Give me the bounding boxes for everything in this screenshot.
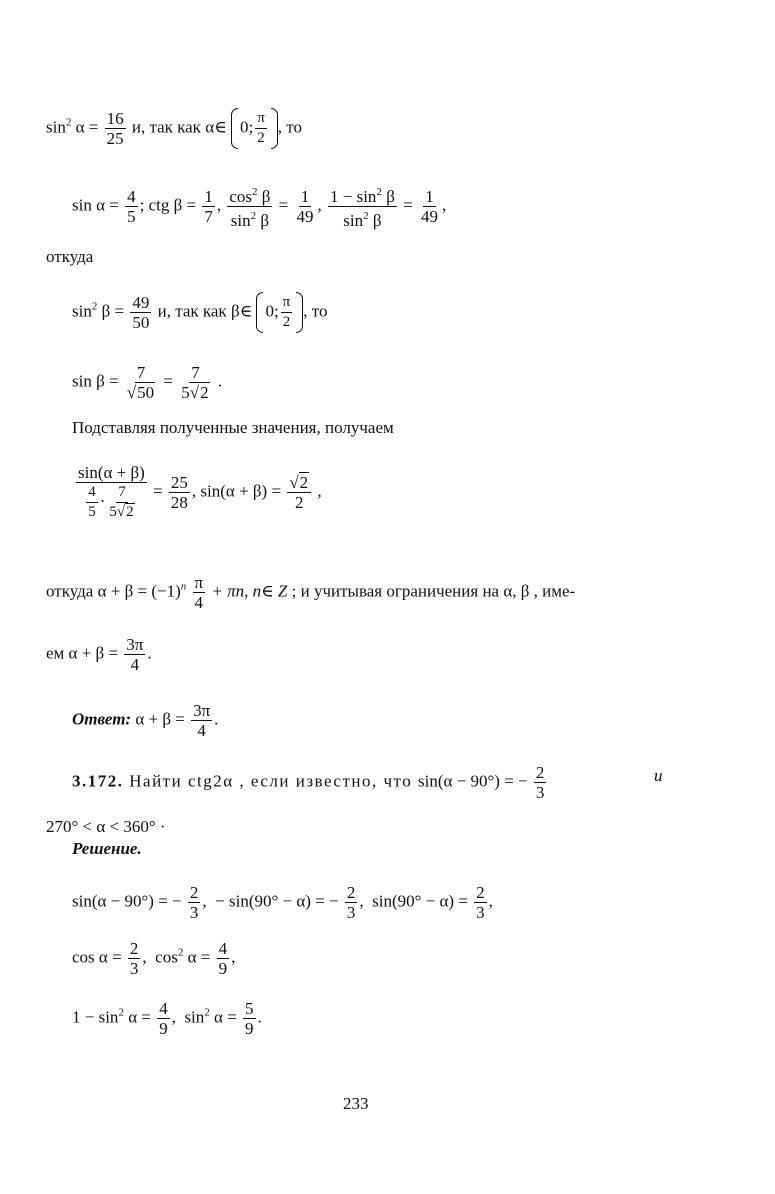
formula-sin2-alpha: $\sin^2 \alpha$ = $\frac{16}{25}$ и, так как α∈ 0; $\frac{\pi}{2}$ , то (46, 109, 302, 148)
formula-sin-beta: sin β = $\frac{7}{√50}$ = $\frac{7}{5√2}$ . (72, 363, 223, 402)
formula-sin-alpha-plus-beta: sin(α + β) $\frac{4}{5}$ · $\frac{7}{5√2}$ = $\frac{25}{28}$ , sin(α + β) = $\frac{√2}{2}$ , (78, 463, 322, 520)
formula-sin2-alpha-result: $1 - \sin^2 \alpha$ = $\frac{4}{9}$ , $\sin^2 \alpha$ = $\frac{5}{9}$ . (72, 999, 262, 1038)
text-otkuda: откуда (46, 247, 94, 266)
formula-general-solution: откуда $\alpha + \beta = (-1)^n$ $\frac{\pi}{4}$ + πn, n∈ Z ; и учитывая ограничения на α, β , име- (46, 573, 576, 612)
conjunction-i: и (654, 766, 663, 785)
text-substituting: Подставляя полученные значения, получаем (72, 418, 394, 437)
formula-cos-alpha: cos α = $\frac{2}{3}$ , $\cos^2 \alpha$ = $\frac{4}{9}$ , (72, 939, 236, 978)
formula-sin2-beta: $\sin^2 \beta$ = $\frac{49}{50}$ и, так как β∈ 0; $\frac{\pi}{2}$ , то (72, 293, 328, 332)
answer-line: Ответ: α + β = $\frac{3\pi}{4}$ . (72, 701, 219, 740)
problem-statement: 3.172. Найти ctg2α , если известно, что sin(α − 90°) = − $\frac{2}{3}$ (72, 763, 545, 802)
page-number: 233 (343, 1094, 369, 1113)
condition-range: 270° < α < 360° · (46, 817, 166, 836)
formula-sin-shift: sin(α − 90°) = − $\frac{2}{3}$ , − sin(90° − α) = − $\frac{2}{3}$ , sin(90° − α) = $\frac{2}{3}$ , (72, 883, 493, 922)
solution-heading: Решение. (72, 839, 142, 858)
formula-sin-alpha-ctg-beta: sin α = $\frac{4}{5}$ ; ctg β = $\frac{1}{7}$ , $\frac{\cos^2 \beta}{\sin^2 \beta}$ = $\frac{1}{49}$ , $\frac{1 - \sin^2 \beta}{\sin^2 \beta}$ = $\frac{1}{49}$ , (72, 186, 447, 230)
formula-alpha-plus-beta: ем α + β = $\frac{3\pi}{4}$ . (46, 635, 152, 674)
